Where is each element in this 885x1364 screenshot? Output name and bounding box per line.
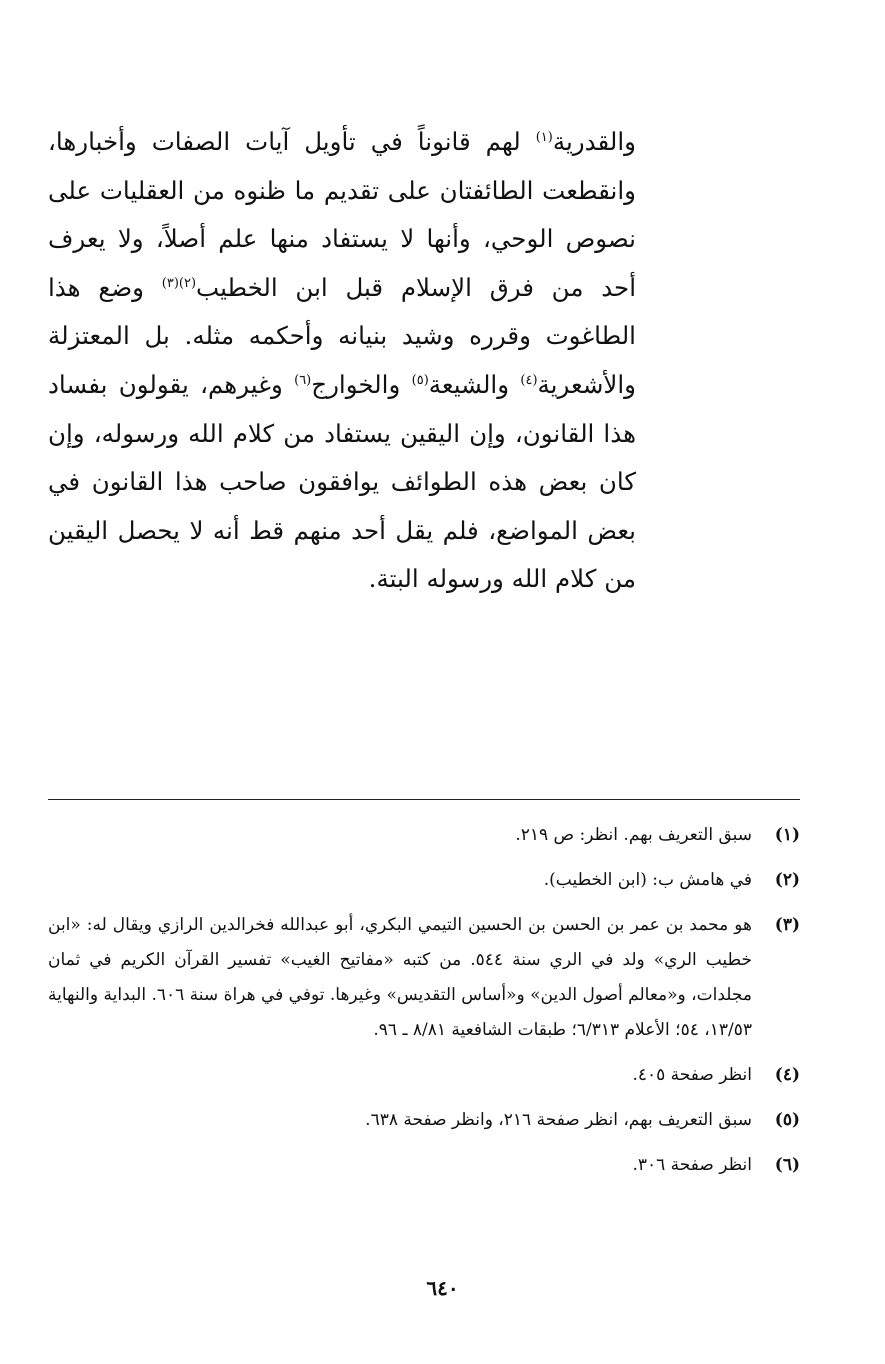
main-paragraph (48, 118, 636, 604)
footnote-number: (٣) (774, 915, 800, 935)
footnote-text: في هامش ب: (ابن الخطيب). (543, 870, 752, 890)
footnote-3 (48, 908, 800, 1048)
footnote-1 (48, 818, 800, 853)
footnote-number: (٤) (774, 1065, 800, 1085)
footnote-4 (48, 1058, 800, 1093)
footnote-marker-4[interactable]: (٤) (520, 372, 538, 388)
footnote-text: هو محمد بن عمر بن الحسن بن الحسين التيمي البكري، أبو عبدالله فخرالدين الرازي ويقال له: «ابن خطيب الري» ولد في الري سنة ٥٤٤. من كتبه «مفاتيح الغيب» تفسير القرآن الكريم في ثمان مجلدات، و«معالم أصول الدين» و«أساس التقديس» وغيرها. توفي في هراة سنة ٦٠٦. البداية والنهاية ١٣/٥٣، ٥٤؛ الأعلام ٦/٣١٣؛ طبقات الشافعية ٨/٨١ ـ ٩٦. (48, 915, 753, 1040)
footnote-text: انظر صفحة ٤٠٥. (632, 1065, 752, 1085)
text-span: لهم قانوناً في تأويل آيات الصفات وأخبارها، وانقطعت الطائفتان على تقديم ما ظنوه من العقليات على نصوص الوحي، وأنها لا يستفاد منها علم أصلاً، ولا يعرف أحد من فرق الإسلام قبل ابن الخطيب (48, 127, 637, 302)
footnote-marker-1[interactable]: (١) (535, 129, 553, 145)
page-number: ٦٤٠ (426, 1276, 459, 1300)
footnote-5 (48, 1103, 800, 1138)
text-span: وغيرهم، يقولون بفساد هذا القانون، وإن اليقين يستفاد من كلام الله ورسوله، وإن كان بعض هذه الطوائف يوافقون صاحب هذا القانون في بعض المواضع، فلم يقل أحد منهم قط أنه لا يحصل اليقين من كلام الله ورسوله البتة. (48, 369, 636, 594)
main-text-block (48, 118, 636, 604)
text-span: والخوارج (311, 369, 412, 399)
text-span: وضع هذا الطاغوت وقرره وشيد بنيانه وأحكمه مثله. بل المعتزلة والأشعرية (48, 272, 636, 399)
footnote-text: سبق التعريف بهم، انظر صفحة ٢١٦، وانظر صفحة ٦٣٨. (365, 1110, 752, 1130)
footnote-number: (١) (774, 825, 800, 845)
footnote-2 (48, 863, 800, 898)
footnote-marker-5[interactable]: (٥) (411, 372, 429, 388)
footnote-number: (٦) (774, 1155, 800, 1175)
footnote-divider (48, 799, 800, 800)
footnote-text: انظر صفحة ٣٠٦. (632, 1155, 752, 1175)
footnote-text: سبق التعريف بهم. انظر: ص ٢١٩. (515, 825, 752, 845)
footnotes-section (48, 818, 800, 1183)
footnote-marker-6[interactable]: (٦) (294, 372, 312, 388)
footnote-6 (48, 1148, 800, 1183)
footnote-number: (٢) (774, 870, 800, 890)
footnote-marker-3[interactable]: (٣) (161, 275, 179, 291)
footnote-number: (٥) (774, 1110, 800, 1130)
text-span: والقدرية (552, 127, 636, 156)
text-span: والشيعة (428, 369, 521, 399)
footnote-marker-2[interactable]: (٢) (178, 275, 197, 291)
